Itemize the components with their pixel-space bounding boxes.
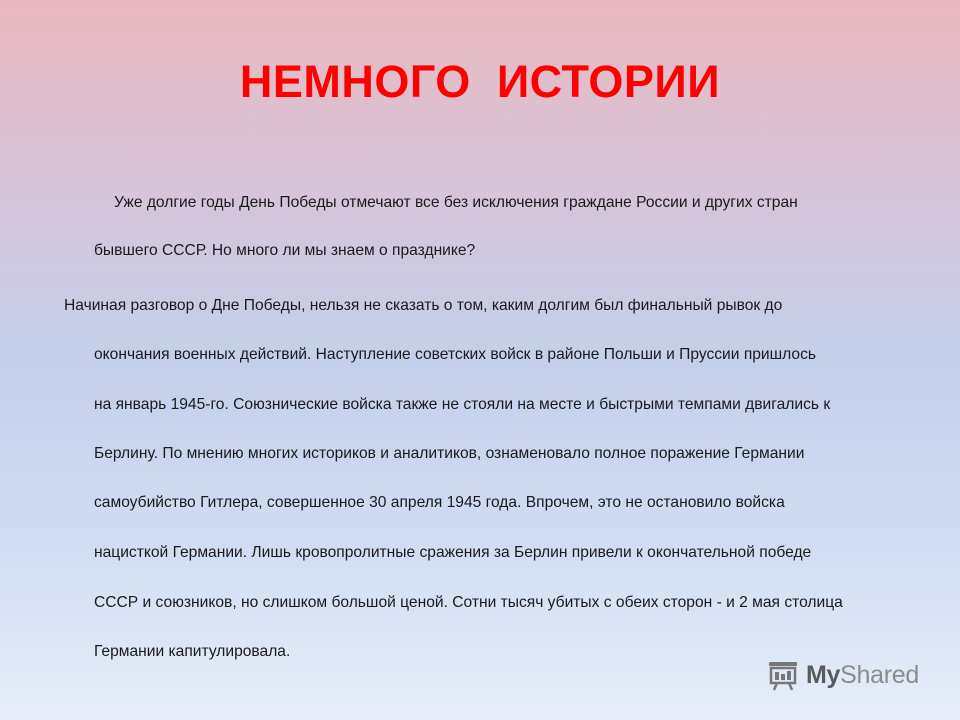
paragraph-2-line-4: Берлину. По мнению многих историков и аналитиков, ознаменовало полное поражение Германии bbox=[94, 445, 805, 462]
presentation-board-icon bbox=[766, 659, 800, 691]
paragraph-2-line-1: Начиная разговор о Дне Победы, нельзя не сказать о том, каким долгим был финальный рывок до bbox=[64, 297, 783, 314]
myshared-logo bbox=[766, 655, 919, 695]
paragraph-2-line-5: самоубийство Гитлера, совершенное 30 апреля 1945 года. Впрочем, это не остановило войска bbox=[94, 494, 785, 511]
paragraph-2-line-2: окончания военных действий. Наступление советских войск в районе Польши и Пруссии пришлось bbox=[94, 346, 817, 363]
paragraph-2-line-8: Германии капитулировала. bbox=[94, 643, 291, 660]
paragraph-2-line-3: на январь 1945-го. Союзнические войска также не стояли на месте и быстрыми темпами двигались к bbox=[94, 396, 831, 413]
paragraph-2-line-6: нацисткой Германии. Лишь кровопролитные сражения за Берлин привели к окончательной победе bbox=[94, 544, 812, 561]
slide-title: НЕМНОГО ИСТОРИИ bbox=[239, 56, 721, 107]
paragraph-1-line-1: Уже долгие годы День Победы отмечают все без исключения граждане России и других стран bbox=[114, 194, 798, 211]
myshared-logo-text: MyShared bbox=[806, 660, 919, 689]
paragraph-2-line-7: СССР и союзников, но слишком большой ценой. Сотни тысяч убитых с обеих сторон - и 2 мая столица bbox=[94, 594, 843, 611]
paragraph-1-line-2: бывшего СССР. Но много ли мы знаем о празднике? bbox=[94, 242, 476, 259]
